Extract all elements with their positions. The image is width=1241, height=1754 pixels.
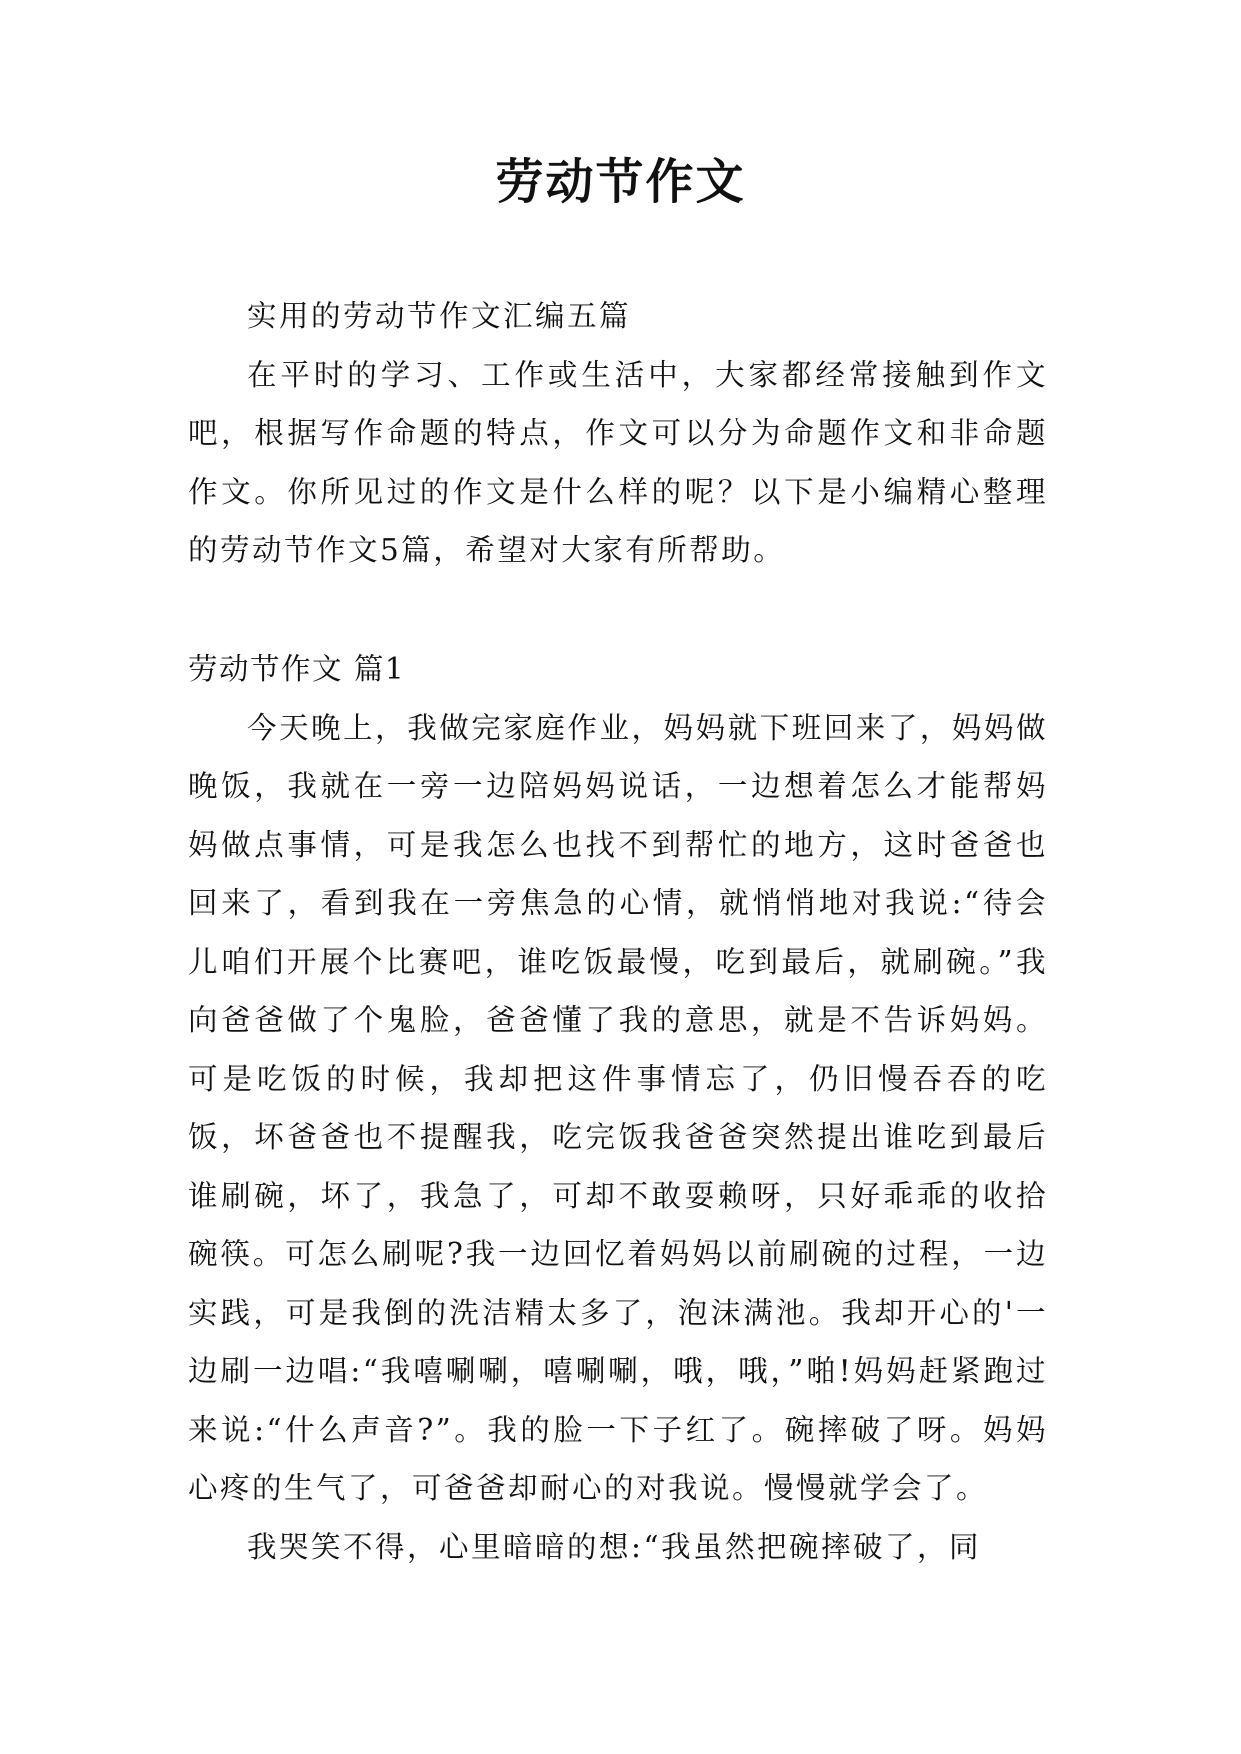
document-subtitle: 实用的劳动节作文汇编五篇 — [247, 299, 632, 333]
intro-paragraph: 在平时的学习、工作或生活中，大家都经常接触到作文吧，根据写作命题的特点，作文可以分为命题作文和非命题作文。你所见过的作文是什么样的呢？以下是小编精心整理的劳动节作文5篇，希望对大家有所帮助。 — [188, 357, 1048, 567]
essay-section — [188, 640, 1048, 1576]
essay-paragraph: 我哭笑不得，心里暗暗的想:“我虽然把碗摔破了，同 — [247, 1529, 982, 1564]
document-title: 劳动节作文 — [495, 154, 746, 210]
section-heading: 劳动节作文 篇1 — [188, 652, 406, 686]
essay-paragraph: 今天晚上，我做完家庭作业，妈妈就下班回来了，妈妈做晚饭，我就在一旁一边陪妈妈说话，一边想着怎么才能帮妈妈做点事情，可是我怎么也找不到帮忙的地方，这时爸爸也回来了，看到我在一旁焦急的心情，就悄悄地对我说:“待会儿咱们开展个比赛吧，谁吃饭最慢，吃到最后，就刷碗。”我向爸爸做了个鬼脸，爸爸懂了我的意思，就是不告诉妈妈。可是吃饭的时候，我却把这件事情忘了，仍旧慢吞吞的吃饭，坏爸爸也不提醒我，吃完饭我爸爸突然提出谁吃到最后谁刷碗，坏了，我急了，可却不敢耍赖呀，只好乖乖的收拾碗筷。可怎么刷呢?我一边回忆着妈妈以前刷碗的过程，一边实践，可是我倒的洗洁精太多了，泡沫满池。我却开心的'一边刷一边唱:“我嘻唰唰，嘻唰唰，哦，哦，”啪!妈妈赶紧跑过来说:“什么声音?”。我的脸一下子红了。碗摔破了呀。妈妈心疼的生气了，可爸爸却耐心的对我说。慢慢就学会了。 — [188, 710, 1048, 1505]
intro-block — [188, 287, 1048, 580]
